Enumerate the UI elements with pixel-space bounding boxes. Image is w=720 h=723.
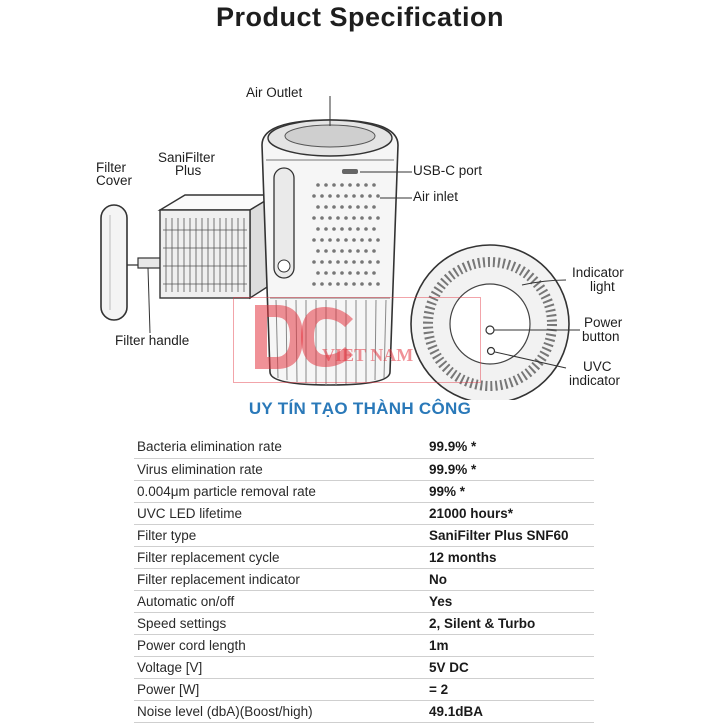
- spec-value: 49.1dBA: [429, 700, 594, 722]
- spec-row: [134, 568, 594, 590]
- spec-row: [134, 612, 594, 634]
- power-button-label-line1: Power: [584, 315, 623, 330]
- spec-value: 2, Silent & Turbo: [429, 612, 594, 634]
- spec-row: [134, 480, 594, 502]
- spec-row: [134, 546, 594, 568]
- spec-row: [134, 590, 594, 612]
- indicator-light-label-line2: light: [590, 279, 615, 294]
- spec-row: [134, 502, 594, 524]
- spec-value: 99.9% *: [429, 436, 594, 458]
- filter-cover-label-line1: Filter: [96, 160, 126, 175]
- spec-label: Filter replacement indicator: [134, 568, 429, 590]
- spec-label: UVC LED lifetime: [134, 502, 429, 524]
- sanifilter-illustration: [160, 195, 275, 298]
- spec-row: [134, 458, 594, 480]
- spec-value: SaniFilter Plus SNF60: [429, 524, 594, 546]
- spec-value: No: [429, 568, 594, 590]
- spec-value: Yes: [429, 590, 594, 612]
- sanifilter-label-line1: SaniFilter: [158, 150, 216, 165]
- spec-label: Filter type: [134, 524, 429, 546]
- slogan: UY TÍN TẠO THÀNH CÔNG: [248, 399, 472, 418]
- spec-row: [134, 656, 594, 678]
- usb-port-label: USB-C port: [413, 163, 483, 178]
- spec-value: = 2: [429, 678, 594, 700]
- spec-value: 99% *: [429, 480, 594, 502]
- power-button-label-line2: button: [582, 329, 620, 344]
- spec-row: [134, 524, 594, 546]
- page-title: Product Specification: [215, 2, 505, 32]
- spec-label: Power cord length: [134, 634, 429, 656]
- spec-value: 5V DC: [429, 656, 594, 678]
- dc-vietnam-watermark-logo: [233, 297, 481, 383]
- air-outlet-label: Air Outlet: [246, 85, 303, 100]
- spec-label: Noise level (dbA)(Boost/high): [134, 700, 429, 722]
- air-inlet-label: Air inlet: [413, 189, 459, 204]
- spec-table: [134, 436, 594, 723]
- spec-label: Automatic on/off: [134, 590, 429, 612]
- uvc-indicator-label-line1: UVC: [583, 359, 612, 374]
- spec-label: Bacteria elimination rate: [134, 436, 429, 458]
- spec-value: 99.9% *: [429, 458, 594, 480]
- spec-value: 1m: [429, 634, 594, 656]
- spec-label: Voltage [V]: [134, 656, 429, 678]
- filter-handle-illustration: [138, 258, 162, 268]
- spec-row: [134, 700, 594, 722]
- uvc-indicator-label-line2: indicator: [569, 373, 621, 388]
- spec-label: 0.004μm particle removal rate: [134, 480, 429, 502]
- spec-row: [134, 678, 594, 700]
- filter-handle-label: Filter handle: [115, 333, 190, 348]
- watermark-text: VIET NAM: [322, 345, 414, 365]
- spec-label: Filter replacement cycle: [134, 546, 429, 568]
- spec-label: Power [W]: [134, 678, 429, 700]
- sanifilter-label-line2: Plus: [175, 163, 202, 178]
- spec-label: Virus elimination rate: [134, 458, 429, 480]
- spec-row: [134, 634, 594, 656]
- spec-row: [134, 436, 594, 458]
- spec-value: 21000 hours*: [429, 502, 594, 524]
- spec-value: 12 months: [429, 546, 594, 568]
- indicator-light-label-line1: Indicator: [572, 265, 624, 280]
- filter-cover-label-line2: Cover: [96, 173, 133, 188]
- spec-label: Speed settings: [134, 612, 429, 634]
